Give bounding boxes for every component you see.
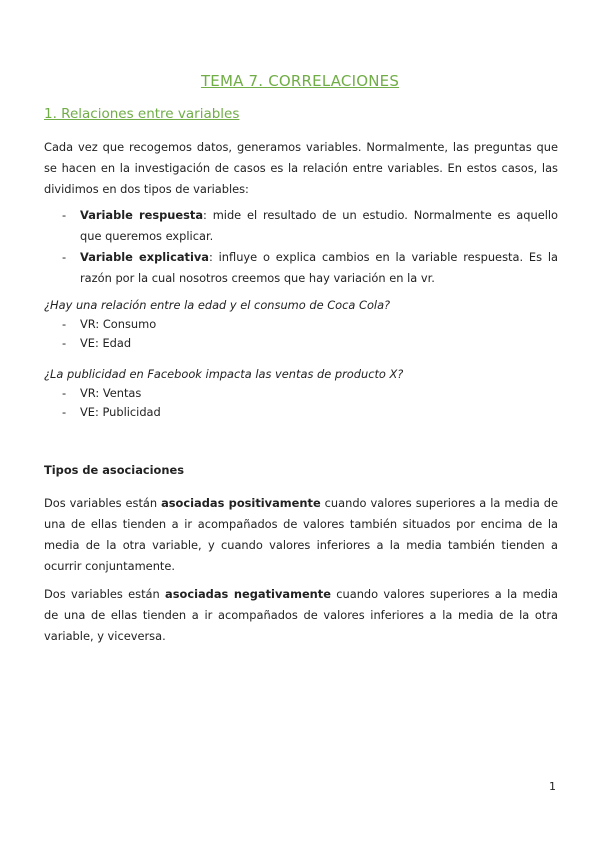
bullet-term: Variable respuesta: [80, 208, 204, 222]
example-list-2: [62, 384, 161, 422]
bullet-dash: -: [62, 317, 67, 331]
paragraph-text: cuando valores superiores a la media de una de ellas tienden a ir acompañados de valores inferiores a la media de la otra variable, y viceversa.: [44, 587, 558, 643]
example-question-1: ¿Hay una relación entre la edad y el consumo de Coca Cola?: [44, 298, 391, 312]
bullet-variable-respuesta: [62, 205, 558, 247]
list-item-text: VR: Ventas: [80, 386, 142, 400]
section-heading-asociaciones: Tipos de asociaciones: [44, 463, 184, 477]
list-item: [62, 384, 161, 403]
variable-types-list: [62, 205, 558, 289]
positive-association-paragraph: [44, 493, 558, 577]
bullet-dash: -: [62, 250, 67, 264]
bullet-text: : influye o explica cambios en la variable respuesta. Es la razón por la cual nosotros creemos que hay variación en la vr.: [80, 250, 558, 285]
bullet-dash: -: [62, 386, 67, 400]
bullet-variable-explicativa: [62, 247, 558, 289]
bullet-dash: -: [62, 336, 67, 350]
list-item-text: VE: Publicidad: [80, 405, 161, 419]
example-list-1: [62, 315, 156, 353]
bullet-dash: -: [62, 405, 67, 419]
page-number: 1: [549, 780, 556, 793]
bullet-text: : mide el resultado de un estudio. Normalmente es aquello que queremos explicar.: [80, 208, 558, 243]
list-item: [62, 315, 156, 334]
example-question-2: ¿La publicidad en Facebook impacta las ventas de producto X?: [44, 367, 404, 381]
list-item: [62, 403, 161, 422]
list-item-text: VE: Edad: [80, 336, 132, 350]
paragraph-text: Dos variables están: [44, 587, 166, 601]
bullet-dash: -: [62, 208, 67, 222]
bold-term: asociadas negativamente: [165, 587, 331, 601]
page-title: TEMA 7. CORRELACIONES: [200, 72, 400, 90]
list-item-text: VR: Consumo: [80, 317, 157, 331]
bold-term: asociadas positivamente: [161, 496, 321, 510]
list-item: [62, 334, 156, 353]
bullet-term: Variable explicativa: [80, 250, 209, 264]
section-heading-relaciones: 1. Relaciones entre variables: [44, 106, 240, 122]
negative-association-paragraph: [44, 584, 558, 647]
intro-paragraph: Cada vez que recogemos datos, generamos variables. Normalmente, las preguntas que se hacen en la investigación de casos es la relación entre variables. En estos casos, las dividimos en dos tipos de variables:: [44, 140, 558, 196]
paragraph-text: Dos variables están: [44, 496, 162, 510]
paragraph-text: cuando valores superiores a la media de una de ellas tienden a ir acompañados de valores también situados por encima de la media de la otra variable, y cuando valores inferiores a la media también tienden a ocurrir conjuntamente.: [44, 496, 559, 573]
